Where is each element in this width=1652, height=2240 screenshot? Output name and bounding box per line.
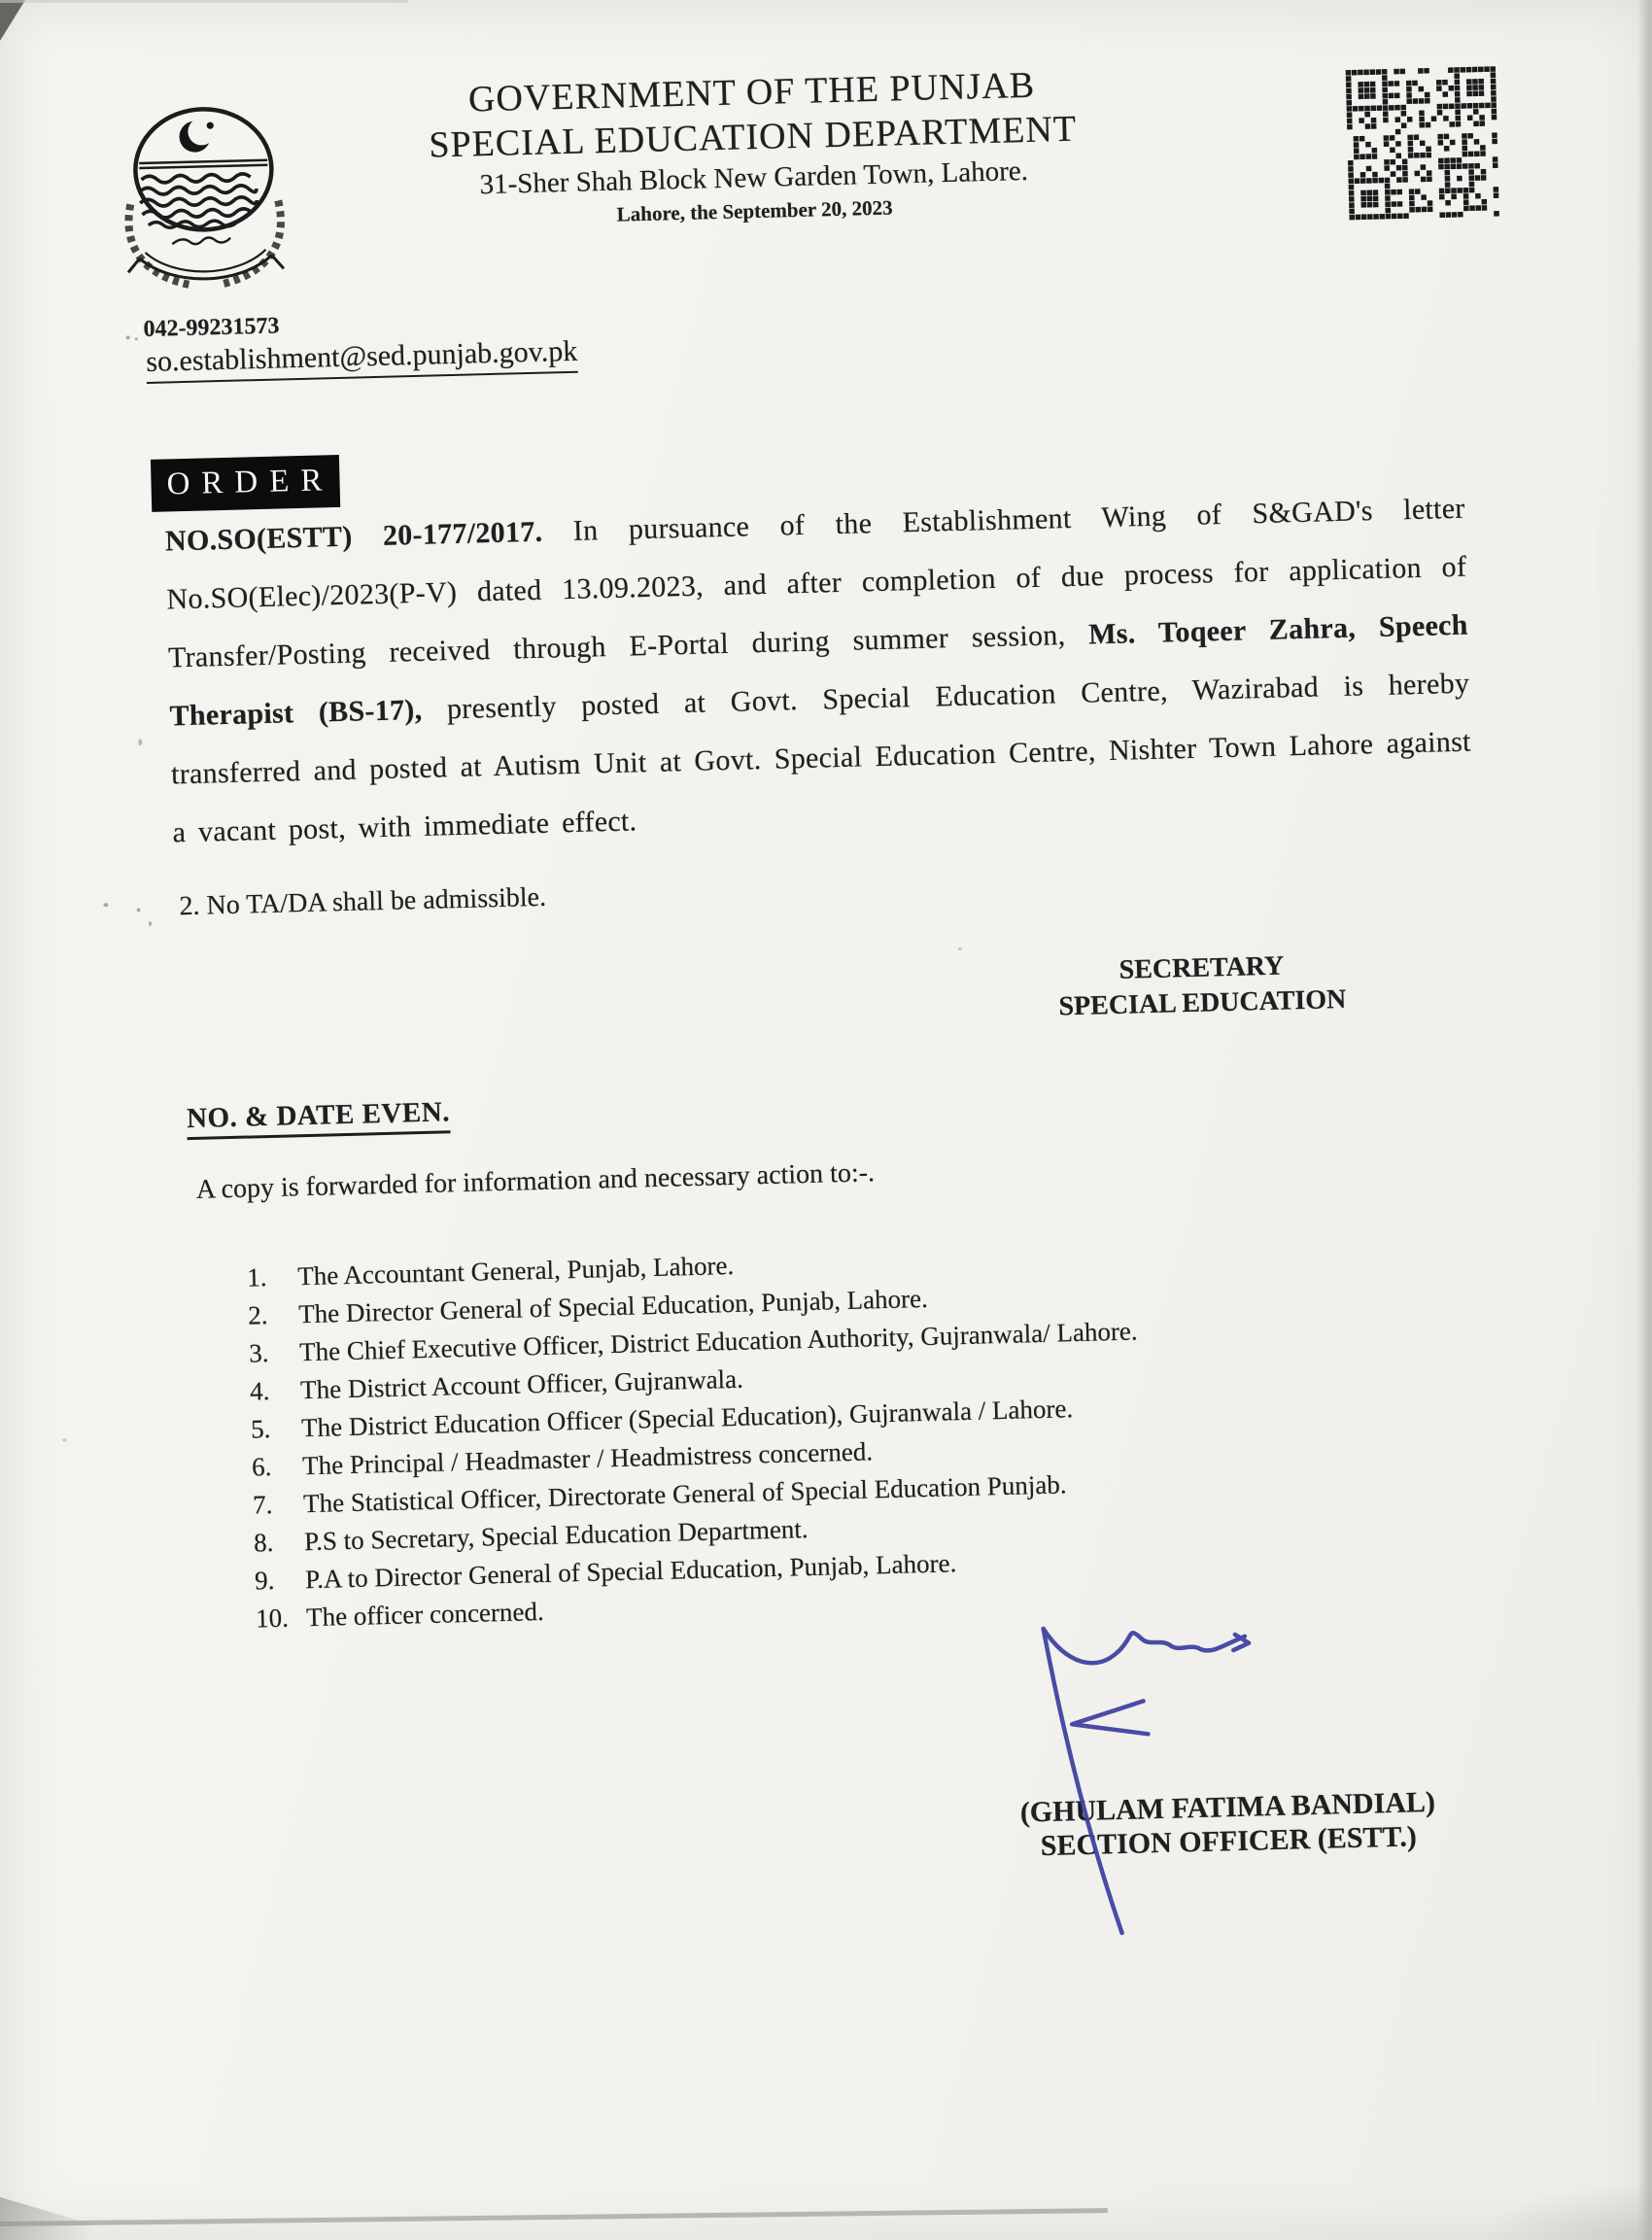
clause-no-tada: 2. No TA/DA shall be admissible. bbox=[179, 881, 547, 922]
recipient-text: P.A to Director General of Special Education, Punjab, Lahore. bbox=[304, 1548, 957, 1595]
recipient-number: 10. bbox=[255, 1602, 290, 1634]
recipient-number: 7. bbox=[252, 1490, 273, 1520]
recipient-text: The Statistical Officer, Directorate General of Special Education Punjab. bbox=[302, 1469, 1067, 1519]
qr-code bbox=[1342, 63, 1503, 224]
department-address: 31-Sher Shah Block New Garden Town, Lahore. bbox=[479, 155, 1029, 201]
order-body-text-1: In pursuance of the Establishment Wing of S&GAD's letter No.SO(Elec)/2023(P-V) dated 13.09.2023, and after completion of due process for application of Transfer/Posting received through E-Portal during summer session, bbox=[166, 492, 1467, 674]
recipient-number: 2. bbox=[247, 1300, 268, 1330]
recipient-text: P.S to Secretary, Special Education Department. bbox=[303, 1514, 809, 1557]
scan-corner-artifact bbox=[1477, 2182, 1652, 2240]
recipient-list bbox=[247, 1228, 1470, 1638]
phone-number: 042-99231573 bbox=[143, 313, 280, 343]
recipient-number: 4. bbox=[249, 1376, 270, 1406]
authority-department: SPECIAL EDUCATION bbox=[1058, 983, 1347, 1022]
recipient-number: 5. bbox=[250, 1414, 271, 1444]
issue-date-line: Lahore, the September 20, 2023 bbox=[616, 195, 893, 226]
recipient-number: 3. bbox=[248, 1338, 269, 1368]
punjab-government-emblem-logo bbox=[108, 91, 385, 297]
recipient-text: The officer concerned. bbox=[305, 1597, 545, 1633]
issuing-authority-block bbox=[1007, 947, 1397, 1026]
scan-edge-artifact bbox=[0, 0, 408, 3]
scan-speckle bbox=[138, 739, 142, 745]
recipient-text: The Accountant General, Punjab, Lahore. bbox=[296, 1250, 735, 1292]
order-body-paragraph bbox=[164, 480, 1473, 863]
recipient-text: The Principal / Headmaster / Headmistress concerned. bbox=[301, 1436, 874, 1481]
recipient-text: The Chief Executive Officer, District Education Authority, Gujranwala/ Lahore. bbox=[298, 1316, 1138, 1367]
recipient-number: 8. bbox=[253, 1528, 274, 1558]
department-title-line1: GOVERNMENT OF THE PUNJAB bbox=[467, 64, 1036, 121]
authority-title: SECRETARY bbox=[1119, 950, 1285, 985]
recipient-number: 6. bbox=[251, 1452, 272, 1482]
recipient-text: The District Account Officer, Gujranwala. bbox=[299, 1363, 744, 1405]
recipient-text: The District Education Officer (Special Education), Gujranwala / Lahore. bbox=[300, 1394, 1074, 1443]
scan-speckle bbox=[135, 337, 138, 340]
order-subject-person: Ms. Toqeer Zahra, Speech Therapist (BS-17), bbox=[169, 608, 1469, 733]
signatory-designation: SECTION OFFICER (ESTT.) bbox=[1040, 1820, 1418, 1863]
recipient-number: 9. bbox=[254, 1566, 275, 1596]
scan-edge-artifact bbox=[1637, 0, 1652, 2240]
recipient-number: 1. bbox=[246, 1262, 267, 1292]
scan-speckle bbox=[958, 948, 962, 950]
scan-speckle bbox=[126, 335, 130, 339]
order-heading: ORDER bbox=[151, 455, 340, 512]
scan-speckle bbox=[149, 921, 152, 926]
recipient-text: The Director General of Special Education, Punjab, Lahore. bbox=[297, 1283, 929, 1329]
order-reference-number: NO.SO(ESTT) 20-177/2017. bbox=[164, 515, 543, 558]
scan-speckle bbox=[103, 903, 108, 907]
reference-heading: NO. & DATE EVEN. bbox=[187, 1096, 451, 1140]
letterhead bbox=[382, 60, 1124, 234]
order-body-text-2: presently posted at Govt. Special Education Centre, Wazirabad is hereby transferred and posted at Autism Unit at Govt. Special Education Centre, Nishter Town Lahore against a vacant post, with immediate effect. bbox=[170, 667, 1472, 849]
department-title-line2: SPECIAL EDUCATION DEPARTMENT bbox=[428, 108, 1078, 166]
scan-speckle bbox=[62, 1438, 66, 1441]
scan-speckle bbox=[137, 908, 141, 912]
signatory-name: (GHULAM FATIMA BANDIAL) bbox=[1019, 1785, 1436, 1829]
forwarding-line: A copy is forwarded for information and necessary action to:-. bbox=[195, 1157, 876, 1205]
email-address: so.establishment@sed.punjab.gov.pk bbox=[146, 335, 578, 384]
handwritten-signature-ink bbox=[999, 1607, 1309, 1946]
